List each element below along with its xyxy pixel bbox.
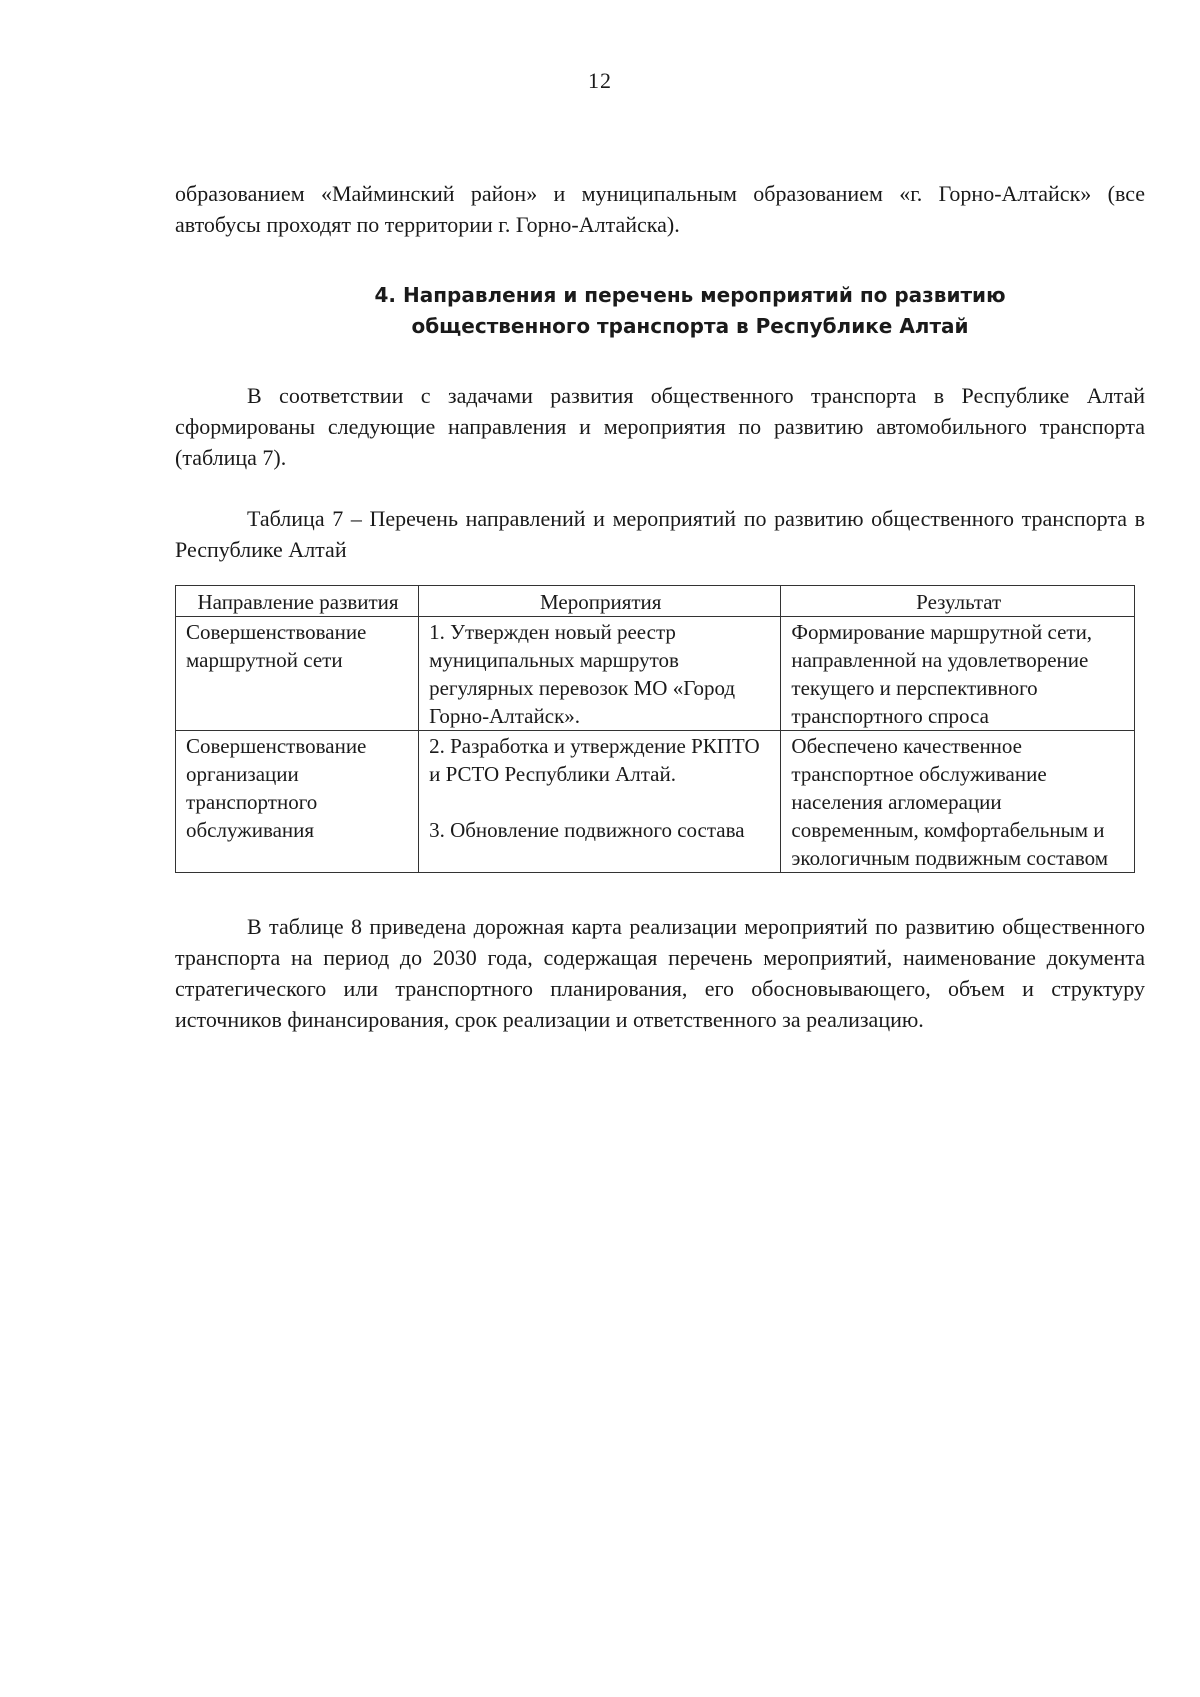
- directions-table: [175, 585, 1135, 873]
- section-heading-line-2: общественного транспорта в Республике Алтай: [411, 314, 969, 338]
- cell-direction: Совершенствование маршрутной сети: [176, 617, 419, 731]
- page-number: 12: [588, 68, 612, 93]
- action-spacer: [429, 788, 772, 816]
- intro-paragraph: В соответствии с задачами развития общественного транспорта в Республике Алтай сформированы следующие направления и мероприятия по развитию автомобильного транспорта (таблица 7).: [175, 383, 1145, 470]
- cell-actions: [419, 617, 781, 731]
- section-heading-line-1: 4. Направления и перечень мероприятий по развитию: [374, 283, 1006, 307]
- table-caption: Таблица 7 – Перечень направлений и мероприятий по развитию общественного транспорта в Республике Алтай: [175, 506, 1145, 562]
- continuation-paragraph: образованием «Майминский район» и муниципальным образованием «г. Горно-Алтайск» (все автобусы проходят по территории г. Горно-Алтайска).: [175, 181, 1145, 237]
- cell-result: Обеспечено качественное транспортное обслуживание населения агломерации современным, комфортабельным и экологичным подвижным составом: [781, 731, 1135, 873]
- cell-actions: [419, 731, 781, 873]
- section-heading: [175, 280, 1145, 342]
- cell-direction: Совершенствование организации транспортного обслуживания: [176, 731, 419, 873]
- action-item: 2. Разработка и утверждение РКПТО и РСТО Республики Алтай.: [429, 734, 760, 786]
- cell-result: Формирование маршрутной сети, направленной на удовлетворение текущего и перспективного транспортного спроса: [781, 617, 1135, 731]
- table-row: [176, 617, 1135, 731]
- header-actions: Мероприятия: [419, 586, 781, 617]
- final-paragraph: В таблице 8 приведена дорожная карта реализации мероприятий по развитию общественного транспорта на период до 2030 года, содержащая перечень мероприятий, наименование документа стратегического или транспортного планирования, его обосновывающего, объем и структуру источников финансирования, срок реализации и ответственного за реализацию.: [175, 914, 1145, 1032]
- header-result: Результат: [781, 586, 1135, 617]
- header-direction: Направление развития: [176, 586, 419, 617]
- table-header-row: [176, 586, 1135, 617]
- action-item: 1. Утвержден новый реестр муниципальных маршрутов регулярных перевозок МО «Город Горно-Алтайск».: [429, 620, 736, 728]
- page-content: [175, 178, 1145, 1035]
- action-item: 3. Обновление подвижного состава: [429, 818, 745, 842]
- table-row: [176, 731, 1135, 873]
